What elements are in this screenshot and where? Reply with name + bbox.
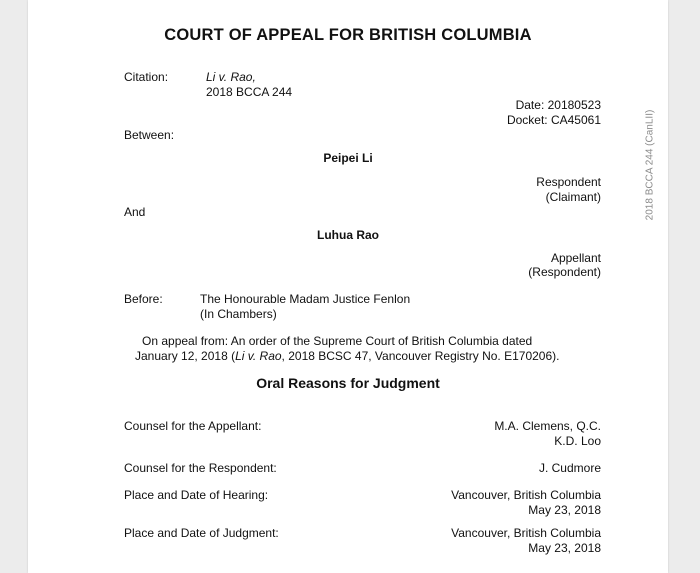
counsel-appellant-name-2: K.D. Loo xyxy=(554,434,601,448)
counsel-respondent-label: Counsel for the Respondent: xyxy=(124,461,277,475)
judgment-date: May 23, 2018 xyxy=(528,541,601,555)
party2-role-detail: (Respondent) xyxy=(528,265,601,279)
appeal-case-name: Li v. Rao xyxy=(235,349,282,363)
judge-name: The Honourable Madam Justice Fenlon xyxy=(200,292,411,306)
between-label: Between: xyxy=(124,128,175,142)
canlii-watermark: 2018 BCCA 244 (CanLII) xyxy=(644,109,656,221)
counsel-respondent-name: J. Cudmore xyxy=(538,461,601,475)
party2-name: Luhua Rao xyxy=(317,228,379,242)
citation-case-name: Li v. Rao, xyxy=(206,70,256,84)
and-label: And xyxy=(124,205,146,219)
appeal-line-2-prefix: January 12, 2018 ( xyxy=(135,349,236,363)
date-line: Date: 20180523 xyxy=(515,98,601,112)
appeal-line-2-suffix: , 2018 BCSC 47, Vancouver Registry No. E170206). xyxy=(281,349,560,363)
party2-role: Appellant xyxy=(550,251,601,265)
party1-role: Respondent xyxy=(536,175,601,189)
hearing-date: May 23, 2018 xyxy=(528,503,601,517)
hearing-place: Vancouver, British Columbia xyxy=(451,488,601,502)
counsel-appellant-name-1: M.A. Clemens, Q.C. xyxy=(494,419,601,433)
court-title: COURT OF APPEAL FOR BRITISH COLUMBIA xyxy=(164,26,532,44)
counsel-appellant-label: Counsel for the Appellant: xyxy=(124,419,262,433)
judgment-label: Place and Date of Judgment: xyxy=(124,526,279,540)
party1-role-detail: (Claimant) xyxy=(545,190,601,204)
appeal-line-1: On appeal from: An order of the Supreme Court of British Columbia dated xyxy=(142,334,533,348)
appeal-line-2 xyxy=(135,349,559,364)
citation-reference: 2018 BCCA 244 xyxy=(206,85,293,99)
before-label: Before: xyxy=(124,292,163,306)
citation-label: Citation: xyxy=(124,70,169,84)
judgment-place: Vancouver, British Columbia xyxy=(451,526,601,540)
reasons-heading: Oral Reasons for Judgment xyxy=(256,375,440,391)
docket-line: Docket: CA45061 xyxy=(506,113,601,127)
document-page xyxy=(28,0,668,573)
party1-name: Peipei Li xyxy=(323,151,373,165)
hearing-label: Place and Date of Hearing: xyxy=(124,488,269,502)
chambers-note: (In Chambers) xyxy=(200,307,277,321)
